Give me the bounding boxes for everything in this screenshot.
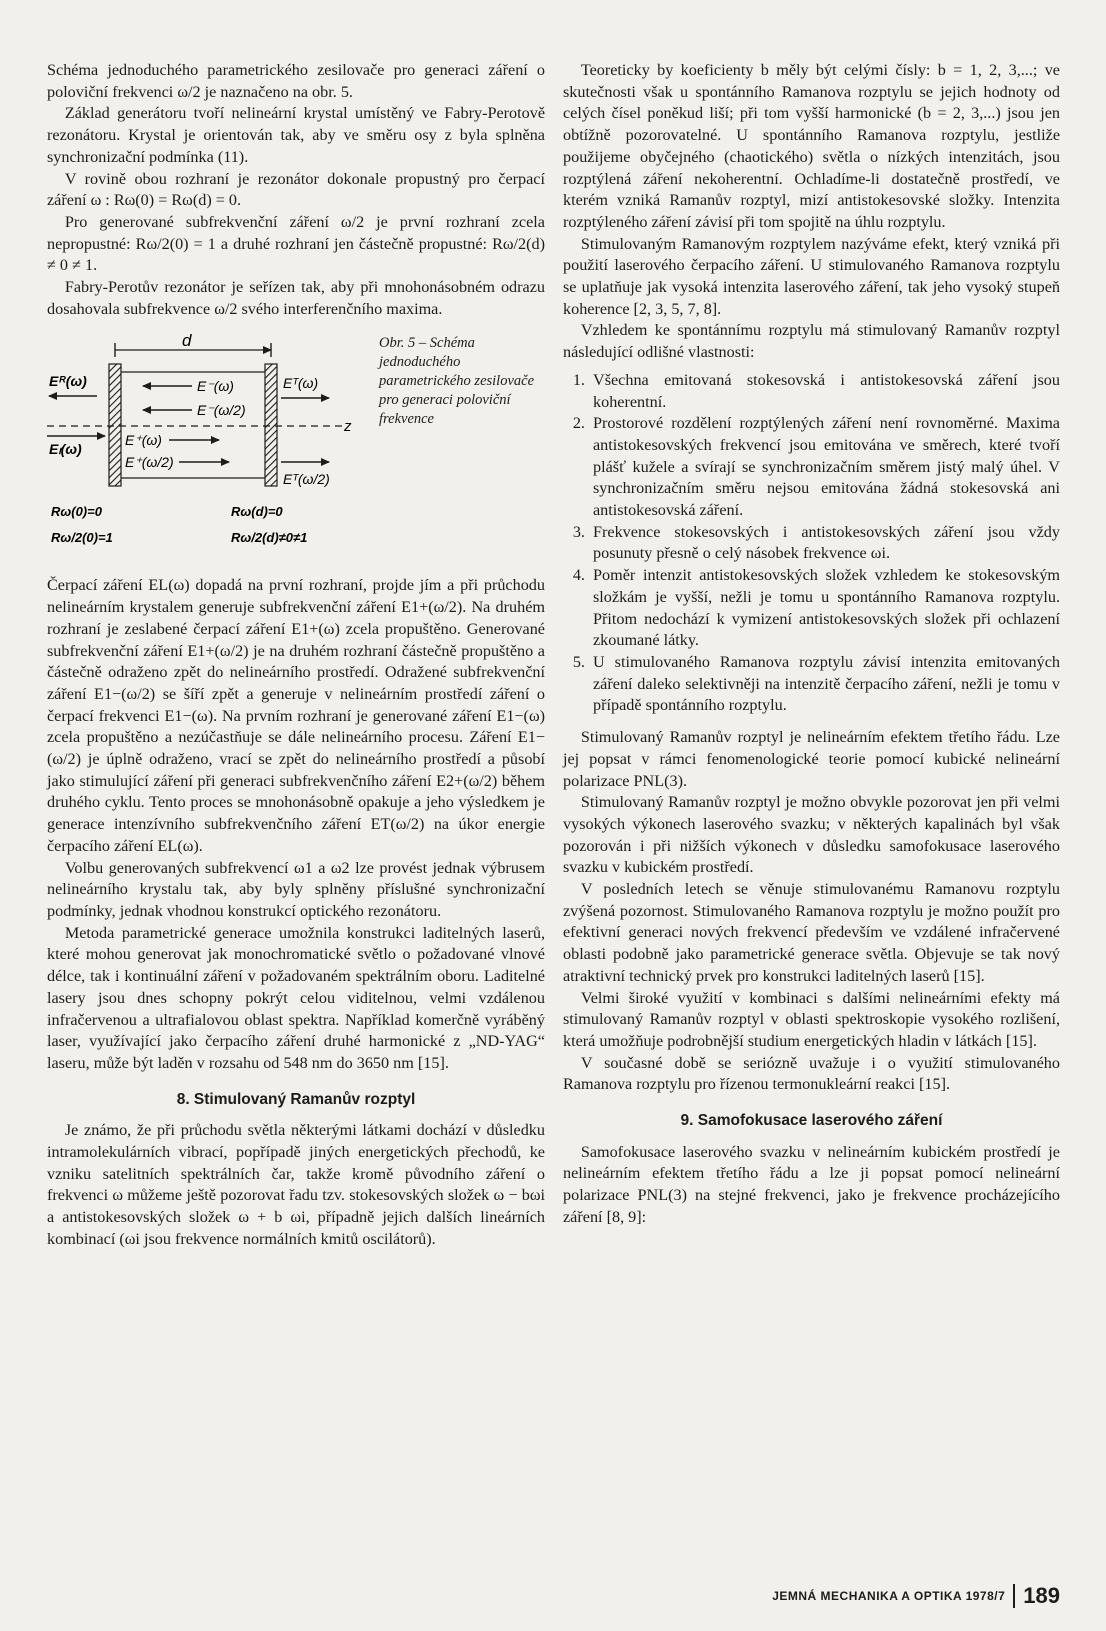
journal-name: JEMNÁ MECHANIKA A OPTIKA 1978/7 <box>772 1589 1006 1603</box>
paragraph: Čerpací záření EL(ω) dopadá na první rozhraní, projde jím a při průchodu nelineárním krystalem generuje subfrekvenční záření E1+(ω/2). Na druhém rozhraní je zeslabené čerpací záření E1+(ω) zcela propuštěno. Generované subfrekvenční záření E1+(ω/2) je na druhém rozhraní částečně propuštěno a částečně odraženo zpět do nelineárního prostředí. Odražené subfrekvenční záření E1−(ω/2) se šíří zpět a generuje v nelineárním prostředí záření o čerpací frekvenci E1−(ω). Na prvním rozhraní je generované záření E1−(ω) zcela propuštěno a nezúčastňuje se dále nelineárního procesu. Záření E1−(ω/2) je úplně odraženo, vrací se zpět do nelineárního prostředí a působí jako stimulující záření při generaci subfrekvenčního záření E2+(ω/2) během druhého cyklu. Tento proces se mnohonásobně opakuje a jeho výsledkem je generace intenzívního subfrekvenčního záření ET(ω/2) na úkor energie čerpacího záření EL(ω). <box>47 576 545 855</box>
figure-caption: Obr. 5 – Schéma jednoduchého parametrického zesilovače pro generaci poloviční frekvence <box>379 335 535 428</box>
list-item: 2. Prostorové rozdělení rozptýlených záření není rovnoměrné. Maxima antistokesovských frekvencí jsou emitována ve směrech, které tvoří plášť kužele a svírají se synchronizačním směrem jistý malý úhel. V synchronizačním směru nejsou emitována žádná stokesovská ani antistokesovská záření. <box>589 413 1060 522</box>
label-ep-w: E⁺(ω) <box>125 432 162 449</box>
paragraph: Volbu generovaných subfrekvencí ω1 a ω2 lze provést jednak výbrusem nelineárního krystalu tak, aby byly splněny příslušné synchronizační podmínky, jednak vhodnou konstrukcí optického rezonátoru. <box>47 858 545 920</box>
label-r-half-d: Rω/2(d)≠0≠1 <box>231 530 308 546</box>
paragraph: Je známo, že při průchodu světla některými látkami dochází v důsledku intramolekulárních vibrací, popřípadě jiných energetických přechodů, ke vzniku satelitních spektrálních čar, takže kromě původního záření o frekvenci ω můžeme ještě pozorovat řadu tzv. stokesovských složek ω − bωi a antistokesovských složek ω + b ωi, případně jejich dalších lineárních kombinací (ωi jsou frekvence normálních kmitů oscilátorů). <box>47 1121 545 1248</box>
section-heading: 8. Stimulovaný Ramanův rozptyl <box>176 1090 416 1108</box>
paragraph: Základ generátoru tvoří nelineární krystal umístěný ve Fabry-Perotově rezonátoru. Krystal je orientován tak, aby ve směru osy z byla splněna synchronizační podmínka (11). <box>47 104 545 166</box>
paragraph: V rovině obou rozhraní je rezonátor dokonale propustný pro čerpací záření ω : Rω(0) = Rω(d) = 0. <box>47 169 545 210</box>
label-r-half-0: Rω/2(0)=1 <box>51 530 113 546</box>
section-heading: 9. Samofokusace laserového záření <box>680 1112 943 1130</box>
property-list <box>563 370 1060 717</box>
paragraph: Stimulovaný Ramanův rozptyl je nelineárním efektem třetího řádu. Lze jej popsat v rámci fenomenologické teorie pomocí kubické nelineární polarizace PNL(3). <box>563 728 1060 790</box>
paragraph: Fabry-Perotův rezonátor je seřízen tak, aby při mnohonásobném odrazu dosahovala subfrekvence ω/2 svého interferenčního maxima. <box>47 278 545 318</box>
figure-5 <box>47 334 545 559</box>
right-column <box>563 60 1060 1229</box>
dimension-d <box>115 343 271 357</box>
list-item: 5. U stimulovaného Ramanova rozptylu závisí intenzita emitovaných záření daleko selektivněji na intenzitě čerpacího záření, nežli je tomu v případě spontánního rozptylu. <box>589 652 1060 717</box>
label-r-omega-0: Rω(0)=0 <box>51 504 102 520</box>
label-d: d <box>182 334 192 351</box>
left-column <box>47 60 545 1251</box>
paragraph: Vzhledem ke spontánnímu rozptylu má stimulovaný Ramanův rozptyl následující odlišné vlastnosti: <box>563 321 1060 362</box>
page-footer <box>772 1583 1060 1609</box>
label-em-w: E⁻(ω) <box>197 378 234 395</box>
list-item: 4. Poměr intenzit antistokesovských složek vzhledem ke stokesovským složkám je vyšší, nežli je tomu u spontánního Ramanova rozptylu. Přitom nedochází k vymizení antistokesovských složek při ochlazení zkoumané látky. <box>589 565 1060 652</box>
resonator-diagram <box>47 334 377 559</box>
label-z: z <box>344 418 352 436</box>
label-ep-w2: E⁺(ω/2) <box>125 454 174 471</box>
page-number: 189 <box>1023 1583 1060 1608</box>
mirror-right <box>265 364 277 486</box>
label-er: Eᴿ(ω) <box>49 373 87 390</box>
paragraph: Teoreticky by koeficienty b měly být celými čísly: b = 1, 2, 3,...; ve skutečnosti však u spontánního Ramanova rozptylu se jejich hodnoty od celých čísel poněkud liší; při tom vyšší harmonické (b = 2, 3,...) jsou jen obtížně pozorovatelné. U spontánního Ramanova rozptylu, jestliže použijeme obyčejného (chaotického) světla o nízkých intenzitách, jsou rozptýlená záření nekoherentní. Ochladíme-li dostatečně prostředí, ve kterém vzniká Ramanův rozptyl, mizí antistokesovské složky. Intenzita rozptýleného záření závisí při tom spojitě na úhlu rozptylu. <box>563 61 1060 231</box>
paragraph: Samofokusace laserového svazku v nelineárním kubickém prostředí je nelineárním efektem třetího řádu a lze ji popsat pomocí nelineární polarizace PNL(3) na stejné frekvenci, jako je frekvence procházejícího záření [8, 9]: <box>563 1142 1060 1226</box>
footer-divider <box>1013 1584 1015 1608</box>
paragraph: Stimulovaným Ramanovým rozptylem nazýváme efekt, který vzniká při použití laserového čerpacího záření. U stimulovaného Ramanova rozptylu se uplatňuje jak vysoká intenzita laserového záření, tak jeho vysoký stupeň koherence [2, 3, 5, 7, 8]. <box>563 234 1060 318</box>
list-item: 1. Všechna emitovaná stokesovská i antistokesovská záření jsou koherentní. <box>589 370 1060 413</box>
label-em-w2: E⁻(ω/2) <box>197 402 246 419</box>
label-et-w: Eᵀ(ω) <box>283 375 319 392</box>
paragraph: Schéma jednoduchého parametrického zesilovače pro generaci záření o poloviční frekvenci ω/2 je naznačeno na obr. 5. <box>47 61 545 101</box>
paragraph: V posledních letech se věnuje stimulovanému Ramanovu rozptylu zvýšená pozornost. Stimulovaného Ramanova rozptylu je možno použít pro efektivní generaci nových frekvencí především ve vzdálené infračervené oblasti podobně jako parametrické generace světla. Objevuje se tak nový atraktivní technický prvek pro konstrukci laditelných laserů [15]. <box>563 880 1060 985</box>
label-et-w2: Eᵀ(ω/2) <box>283 471 330 488</box>
paragraph: Pro generované subfrekvenční záření ω/2 je první rozhraní zcela nepropustné: Rω/2(0) = 1 a druhé rozhraní jen částečně propustné: Rω/2(d) ≠ 0 ≠ 1. <box>47 212 545 275</box>
label-r-omega-d: Rω(d)=0 <box>231 504 283 520</box>
mirror-left <box>109 364 121 486</box>
paragraph: Velmi široké využití v kombinaci s dalšími nelineárními efekty má stimulovaný Ramanův rozptyl v oblasti spektroskopie vysokého rozlišení, která umožňuje podrobnější studium energetických hladin v látkách [15]. <box>563 988 1060 1050</box>
paragraph: Stimulovaný Ramanův rozptyl je možno obvykle pozorovat jen při velmi vysokých výkonech laserového svazku; v některých kapalinách byl však pozorován i při nižších výkonech v důsledku samofokusace laserového svazku v kubickém prostředí. <box>563 793 1060 877</box>
list-item: 3. Frekvence stokesovských i antistokesovských záření jsou vždy posunuty přesně o celý násobek frekvence ωi. <box>589 522 1060 565</box>
paragraph: Metoda parametrické generace umožnila konstrukci laditelných laserů, které mohou generovat jak monochromatické světlo o požadované vlnové délce, tak i kontinuální záření v požadovaném spektrálním oboru. Laditelné lasery jsou dnes schopny pokrýt celou viditelnou, velmi vzdálenou infračervenou a ultrafialovou oblast spektra. Například komerčně vyráběný laser, využívající jako čerpacího záření druhé harmonické z „ND-YAG“ laseru, může být laděn v rozsahu od 548 nm do 3650 nm [15]. <box>47 923 545 1072</box>
paragraph: V současné době se seriózně uvažuje i o využití stimulovaného Ramanova rozptylu pro řízenou termonukleární reakci [15]. <box>563 1053 1060 1094</box>
label-el: Eₗ(ω) <box>49 441 82 458</box>
